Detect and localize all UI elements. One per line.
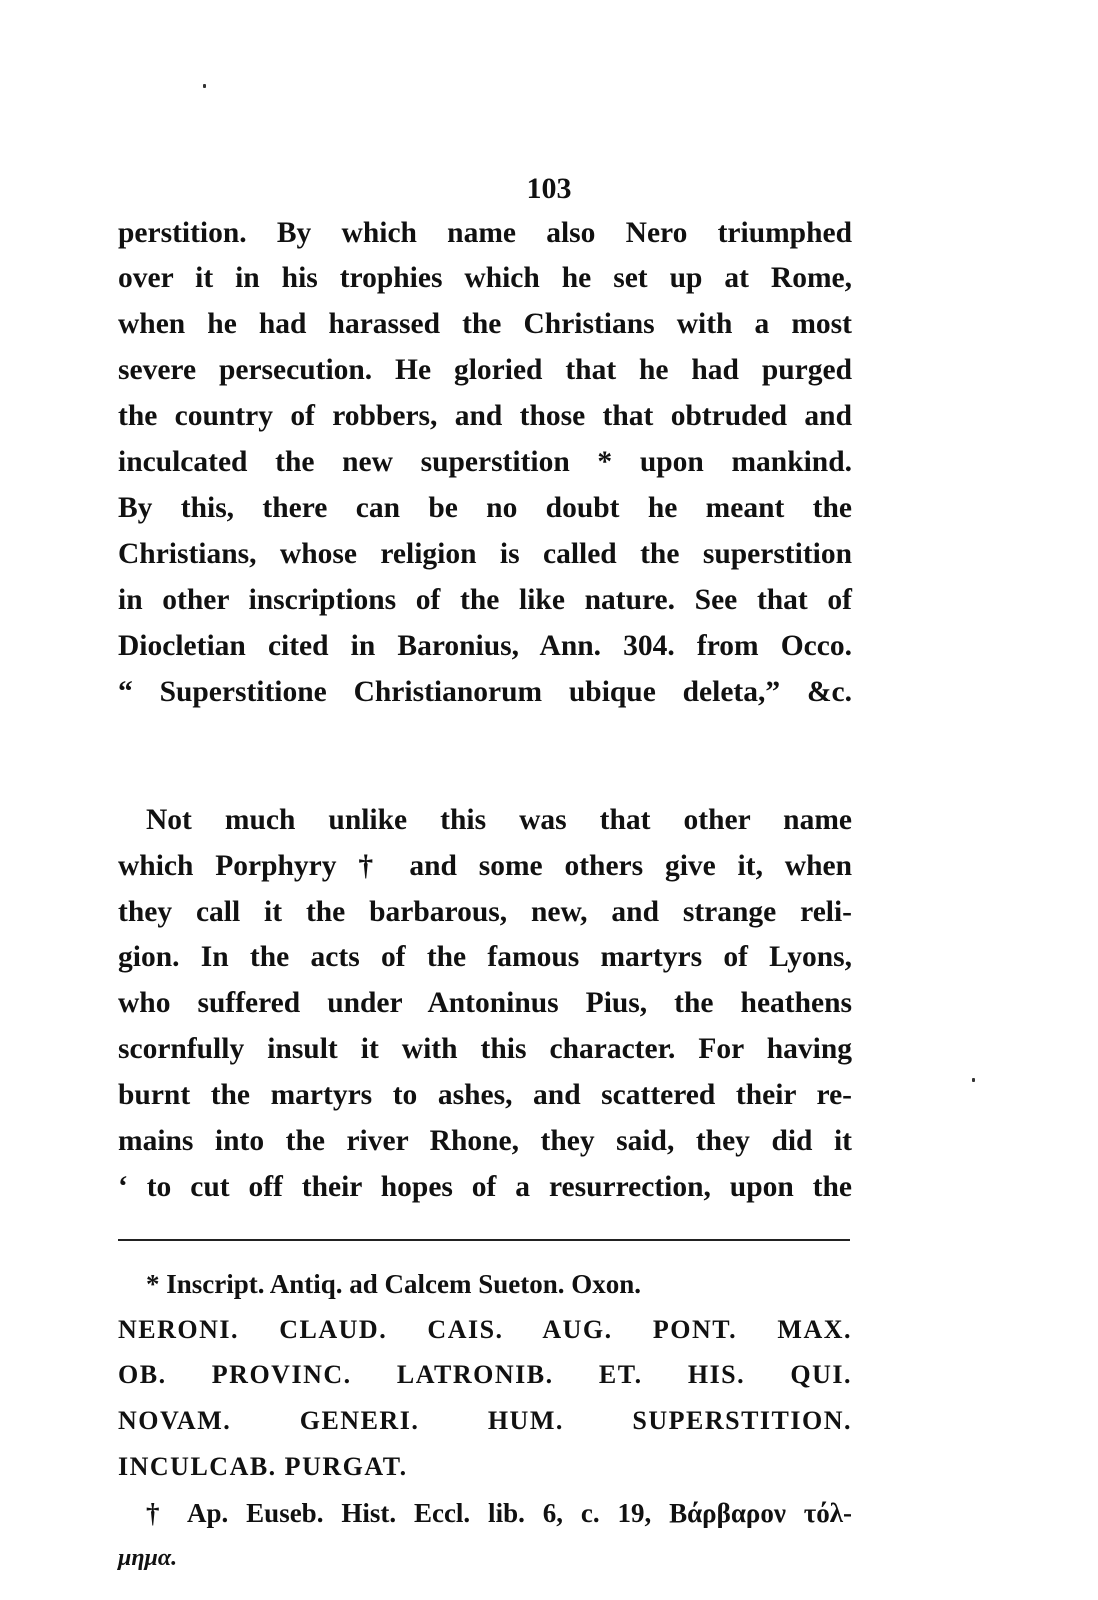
text-line: scornfully insult it with this character. For having <box>118 1033 852 1065</box>
text-line: inculcated the new superstition * upon mankind. <box>118 446 852 478</box>
footnote-line: NOVAM. GENERI. HUM. SUPERSTITION. <box>118 1406 852 1435</box>
footnote-divider <box>118 1239 850 1241</box>
text-line: Diocletian cited in Baronius, Ann. 304. from Occo. <box>118 630 852 662</box>
text-line: perstition. By which name also Nero triumphed <box>118 217 852 249</box>
scan-speck <box>203 84 206 88</box>
footnote-line: INCULCAB. PURGAT. <box>118 1452 408 1481</box>
text-line: who suffered under Antoninus Pius, the heathens <box>118 987 852 1019</box>
text-line: gion. In the acts of the famous martyrs of Lyons, <box>118 941 852 973</box>
text-line: Christians, whose religion is called the superstition <box>118 538 852 570</box>
footnote-line: μημα. <box>118 1545 178 1571</box>
text-line: over it in his trophies which he set up at Rome, <box>118 262 852 294</box>
text-line: when he had harassed the Christians with a most <box>118 308 852 340</box>
text-line: burnt the martyrs to ashes, and scattered their re- <box>118 1079 852 1111</box>
text-line: severe persecution. He gloried that he had purged <box>118 354 852 386</box>
footnote-line: NERONI. CLAUD. CAIS. AUG. PONT. MAX. <box>118 1315 852 1344</box>
text-line: they call it the barbarous, new, and strange reli- <box>118 896 852 928</box>
text-line: “ Superstitione Christianorum ubique deleta,” &c. <box>118 676 852 708</box>
text-line: By this, there can be no doubt he meant the <box>118 492 852 524</box>
scan-speck <box>972 1078 975 1082</box>
footnote-line: * Inscript. Antiq. ad Calcem Sueton. Oxon. <box>146 1269 642 1299</box>
text-line: ‘ to cut off their hopes of a resurrection, upon the <box>118 1171 852 1203</box>
text-line: Not much unlike this was that other name <box>146 804 852 836</box>
text-line: which Porphyry † and some others give it, when <box>118 850 852 882</box>
footnote-line: OB. PROVINC. LATRONIB. ET. HIS. QUI. <box>118 1360 852 1389</box>
page-number: 103 <box>526 172 572 205</box>
text-line: mains into the river Rhone, they said, they did it <box>118 1125 852 1157</box>
footnote-line: † Ap. Euseb. Hist. Eccl. lib. 6, c. 19, Βάρβαρον τόλ- <box>146 1498 852 1528</box>
text-line: the country of robbers, and those that obtruded and <box>118 400 852 432</box>
text-line: in other inscriptions of the like nature. See that of <box>118 584 852 616</box>
